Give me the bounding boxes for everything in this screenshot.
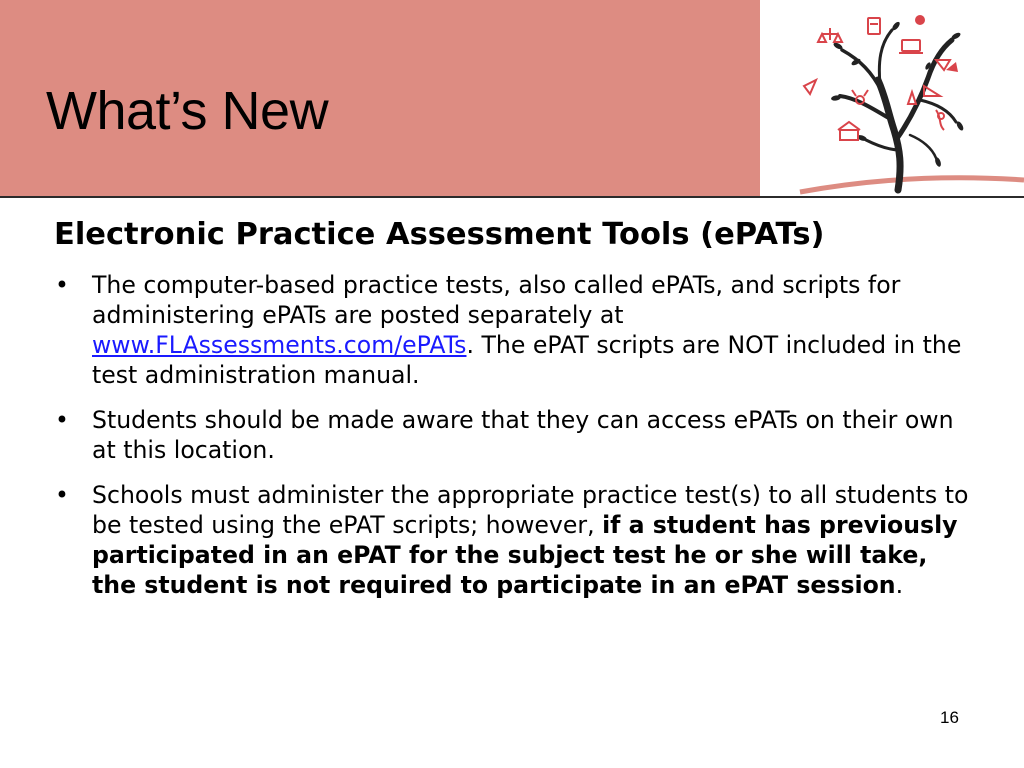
section-heading: Electronic Practice Assessment Tools (ePATs) [54, 217, 825, 252]
page-number: 16 [940, 708, 959, 727]
bullet-bold-text: if a student has previously participated in an ePAT for the subject test he or she will take, the student is not required to participate in an ePAT session [92, 511, 958, 599]
bullet-text-continued: . The ePAT scripts are NOT included in the test administration manual. [92, 331, 962, 389]
list-item [54, 405, 979, 465]
bullet-marker: • [55, 406, 69, 434]
list-item [54, 270, 979, 390]
bullet-text: Students should be made aware that they can access ePATs on their own at this location. [92, 406, 954, 464]
bullet-text-end: . [895, 571, 904, 599]
bullet-text: Schools must administer the appropriate practice test(s) to all students to be tested using the ePAT scripts; however, [92, 481, 969, 539]
logo-area [760, 0, 1024, 196]
epats-link[interactable]: www.FLAssessments.com/ePATs [92, 331, 467, 359]
list-item [54, 480, 979, 600]
bullet-marker: • [55, 271, 69, 299]
slide-title: What’s New [46, 81, 329, 141]
header-divider [0, 196, 1024, 198]
bullet-list [54, 270, 979, 615]
bullet-marker: • [55, 481, 69, 509]
bullet-text: The computer-based practice tests, also called ePATs, and scripts for administering ePATs are posted separately at [92, 271, 901, 329]
education-tree-icon [760, 0, 1024, 196]
